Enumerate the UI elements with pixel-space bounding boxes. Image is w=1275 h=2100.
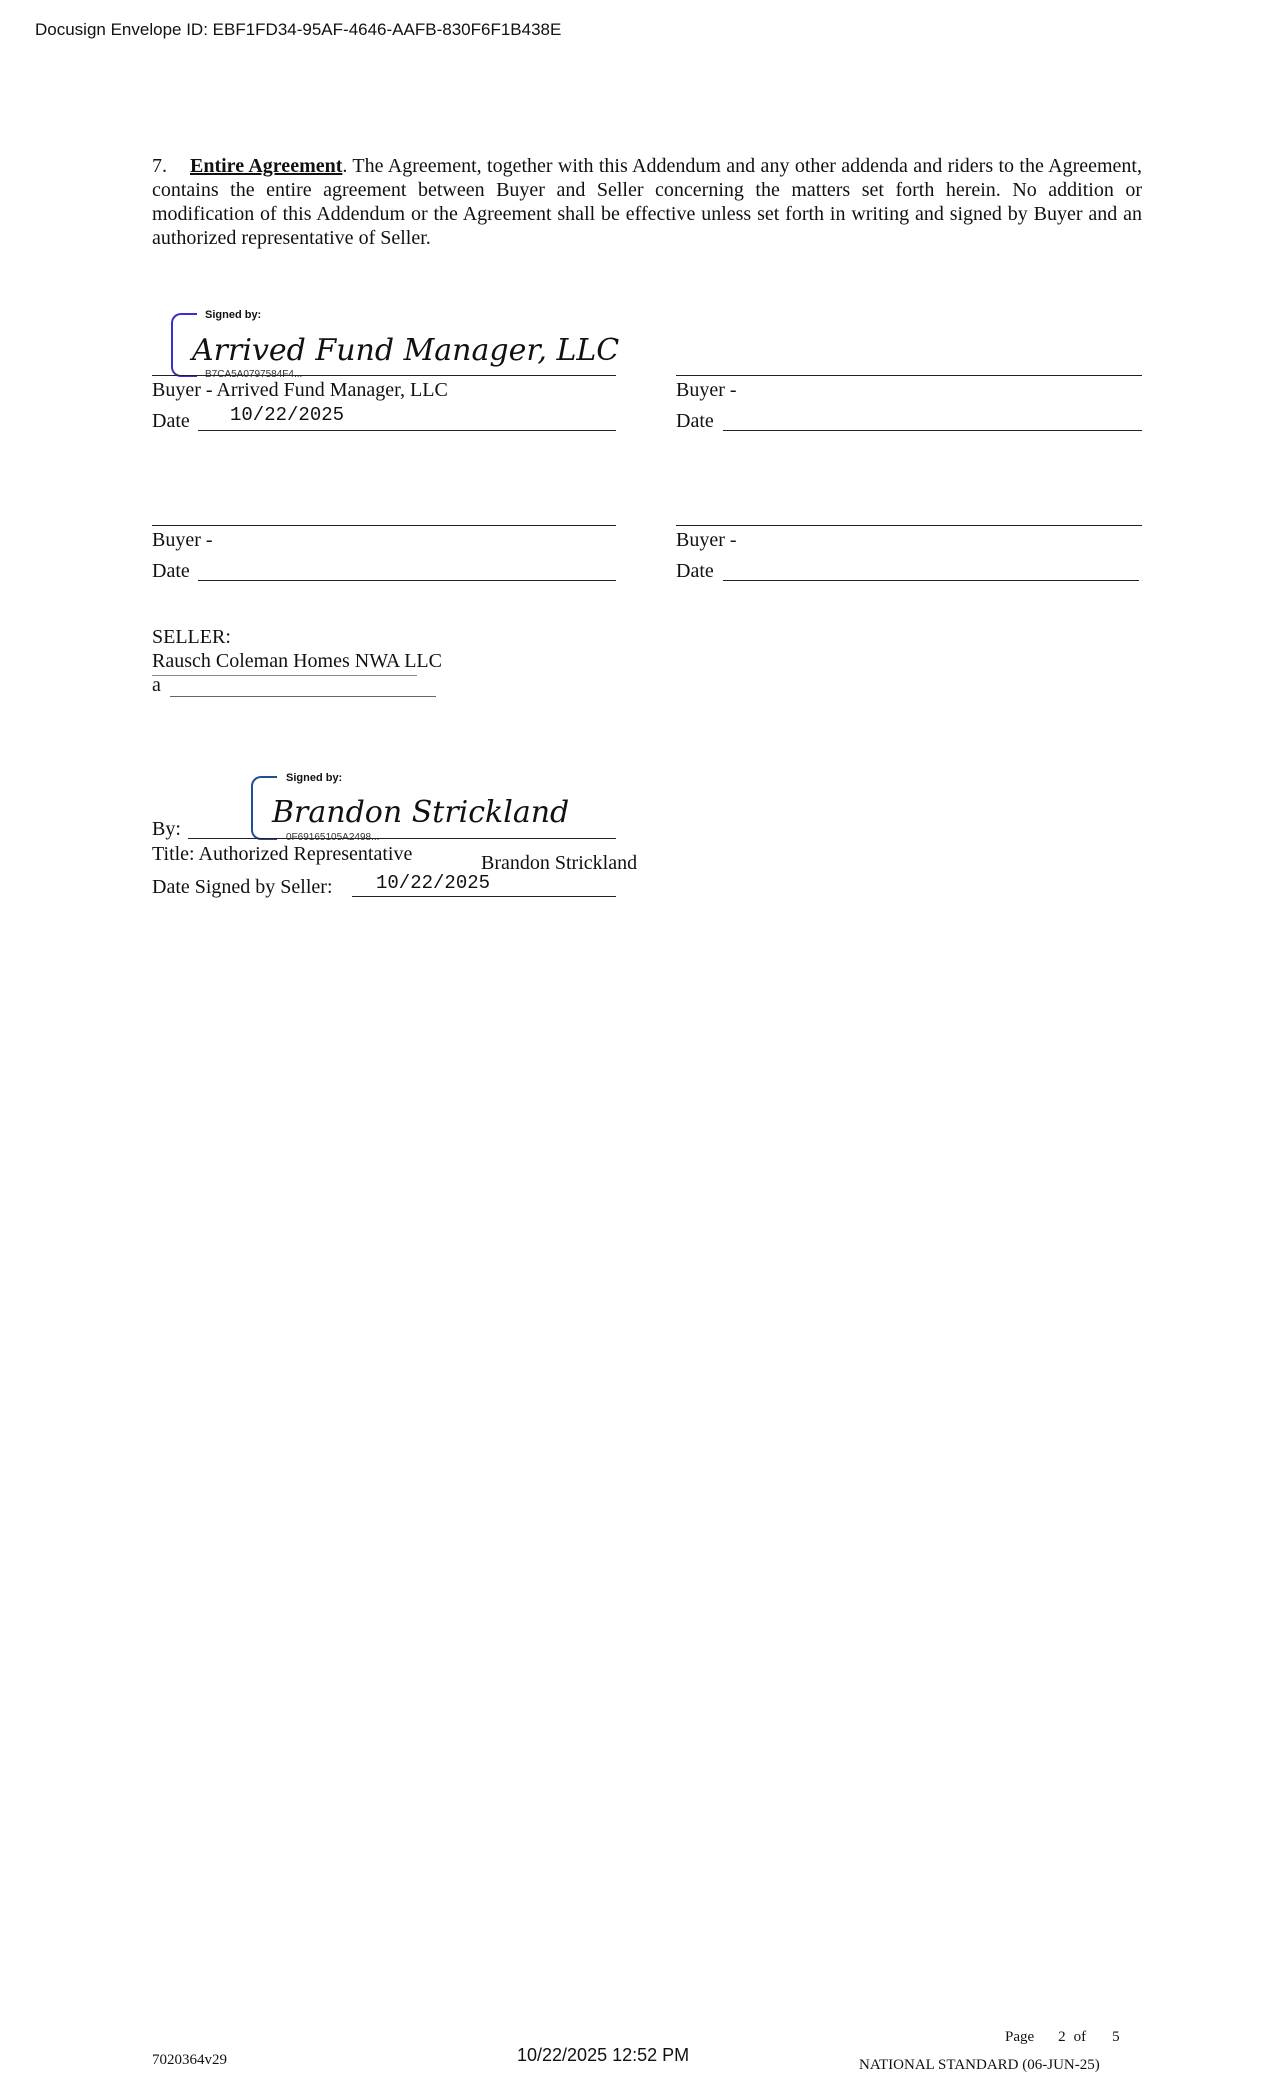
- seller-signature-text: Brandon Strickland: [272, 795, 570, 830]
- seller-a-label: a: [152, 674, 161, 696]
- buyer-4-label: Buyer -: [676, 529, 737, 551]
- buyer-3-date-label: Date: [152, 560, 190, 582]
- buyer-3-label: Buyer -: [152, 529, 213, 551]
- buyer-3-date-line: [198, 580, 616, 581]
- buyer-2-signature-line: [676, 375, 1142, 376]
- seller-date-label: Date Signed by Seller:: [152, 876, 333, 898]
- section-text: . The Agreement, together with this Addendum and any other addenda and riders to the Agreement, contains the entire agreement between Buyer and Seller concerning the matters set forth herein. No addition or modification of this Addendum or the Agreement shall be effective unless set forth in writing and signed by Buyer and an authorized representative of Seller.: [152, 155, 1142, 249]
- buyer-1-signature-line: [152, 375, 616, 376]
- envelope-id: Docusign Envelope ID: EBF1FD34-95AF-4646-AAFB-830F6F1B438E: [35, 20, 562, 39]
- seller-date-line: [352, 896, 616, 897]
- seller-by-label: By:: [152, 818, 181, 840]
- page-number: 2: [1058, 2029, 1066, 2045]
- buyer-4-date-line: [723, 580, 1139, 581]
- buyer-3-signature-line: [152, 525, 616, 526]
- seller-signature-id: 0F69165105A2498...: [286, 832, 380, 843]
- buyer-4-date-label: Date: [676, 560, 714, 582]
- buyer-signed-by-label: Signed by:: [205, 309, 262, 321]
- seller-title: Title: Authorized Representative: [152, 843, 413, 865]
- buyer-1-date-value: 10/22/2025: [230, 404, 345, 426]
- buyer-1-label: Buyer - Arrived Fund Manager, LLC: [152, 379, 448, 401]
- seller-name: Rausch Coleman Homes NWA LLC: [152, 650, 442, 672]
- buyer-signature-text: Arrived Fund Manager, LLC: [192, 333, 620, 368]
- buyer-signature-id: B7CA5A0797584F4...: [205, 369, 303, 380]
- buyer-4-signature-line: [676, 525, 1142, 526]
- national-standard: NATIONAL STANDARD (06-JUN-25): [859, 2057, 1100, 2073]
- of-word: of: [1073, 2029, 1087, 2045]
- buyer-2-date-label: Date: [676, 410, 714, 432]
- buyer-1-date-line: [198, 430, 616, 431]
- section-number: 7.: [152, 155, 167, 177]
- section-heading: Entire Agreement: [190, 155, 343, 177]
- footer-timestamp: 10/22/2025 12:52 PM: [517, 2045, 690, 2065]
- seller-entity-line: [170, 696, 436, 697]
- page-word: Page: [1005, 2029, 1035, 2045]
- buyer-signature: [190, 322, 620, 374]
- seller-signed-by-label: Signed by:: [286, 772, 343, 784]
- seller-signature-line: [188, 838, 616, 839]
- buyer-2-label: Buyer -: [676, 379, 737, 401]
- seller-date-value: 10/22/2025: [376, 872, 491, 894]
- buyer-1-date-label: Date: [152, 410, 190, 432]
- document-code: 7020364v29: [152, 2052, 227, 2068]
- buyer-2-date-line: [723, 430, 1142, 431]
- seller-printed-name: Brandon Strickland: [481, 852, 638, 874]
- entire-agreement-paragraph: [152, 154, 1142, 250]
- seller-heading: SELLER:: [152, 626, 231, 648]
- page-total: 5: [1112, 2029, 1120, 2045]
- page-indicator: [1005, 2029, 1120, 2046]
- seller-name-underline: [152, 675, 417, 676]
- seller-signature: [270, 784, 570, 836]
